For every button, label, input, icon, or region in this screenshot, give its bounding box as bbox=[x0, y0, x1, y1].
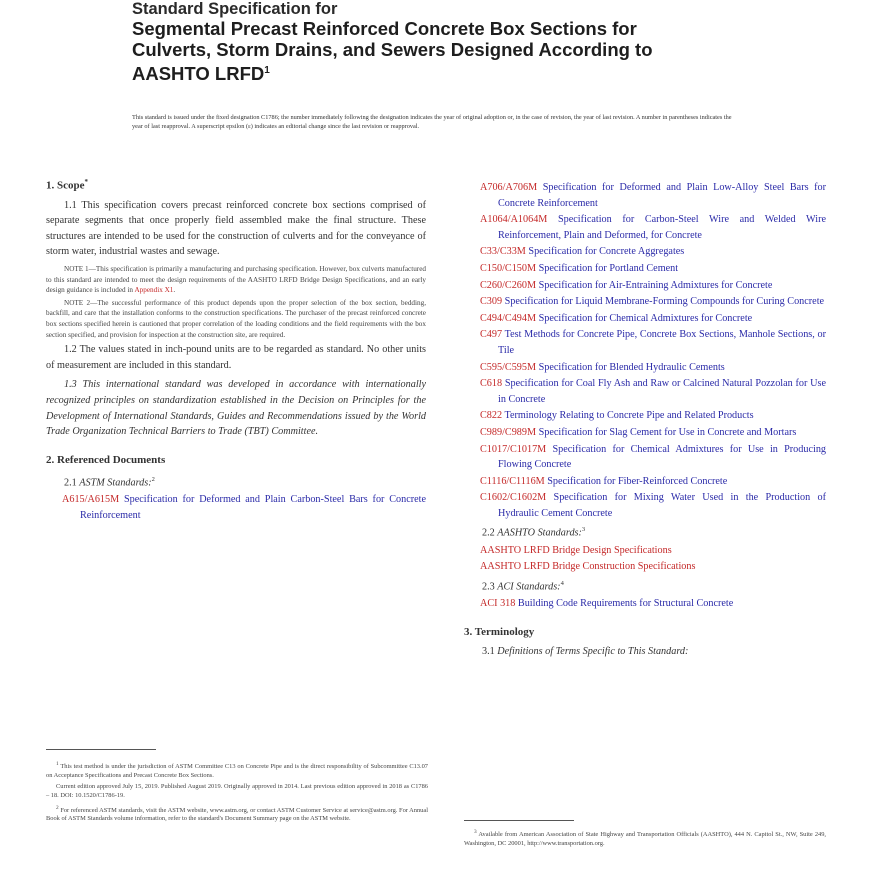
footnote-2: $^2$ For referenced ASTM standards, visit the ASTM website, www.astm.org, or contact ASTM Customer Service at service@astm.org. For Annual Book of ASTM Standards volume information, refer to the standard's Document Summary page on the ASTM website. bbox=[46, 804, 428, 823]
reference-item[interactable]: C497 Test Methods for Concrete Pipe, Concrete Box Sections, Manhole Sections, or Tile bbox=[480, 329, 826, 356]
right-column bbox=[464, 180, 826, 661]
footnote-1-edition: Current edition approved July 15, 2019. Published August 2019. Originally approved in 2014. Last previous edition approved in 2018 as C1786 – 18. DOI: 10.1520/C1786-19. bbox=[46, 783, 428, 799]
reference-item[interactable]: C1116/C1116M Specification for Fiber-Reinforced Concrete bbox=[480, 475, 728, 487]
reference-item[interactable]: C33/C33M Specification for Concrete Aggregates bbox=[480, 246, 685, 258]
main-title bbox=[132, 18, 752, 84]
note-2: NOTE 2—The successful performance of this product depends upon the proper selection of the box section, bedding, backfill, and care that the installation conforms to the construction specifications. The purchaser of the precast reinforced concrete box sections specified herein is cautioned that proper correlation of the loading conditions and the field requirements with the box section specified, and provision for inspection at the construction site, are required. bbox=[46, 298, 426, 339]
reference-item[interactable]: C1602/C1602M Specification for Mixing Water Used in the Production of Hydraulic Cement Concrete bbox=[480, 492, 827, 519]
reference-item[interactable]: C260/C260M Specification for Air-Entraining Admixtures for Concrete bbox=[480, 279, 773, 291]
footnote-rule-left bbox=[46, 749, 156, 750]
reference-item[interactable]: A1064/A1064M Specification for Carbon-Steel Wire and Welded Wire Reinforcement, Plain and Deformed, for Concrete bbox=[480, 214, 826, 241]
appendix-link[interactable]: Appendix X1 bbox=[134, 286, 174, 295]
reference-item[interactable]: C309 Specification for Liquid Membrane-Forming Compounds for Curing Concrete bbox=[480, 296, 825, 308]
title-line-1: Segmental Precast Reinforced Concrete Box Sections for bbox=[132, 18, 637, 39]
section-2-1: 2.1 ASTM Standards:$^2$ bbox=[64, 475, 155, 489]
section-2-2: 2.2 AASHTO Standards:$^3$ bbox=[482, 526, 586, 539]
footnotes-right bbox=[464, 828, 826, 848]
section-1-2: 1.2 The values stated in inch-pound units are to be regarded as standard. No other units of measurement are included in this standard. bbox=[46, 344, 426, 371]
note-1: NOTE 1—This specification is primarily a manufacturing and purchasing specification. However, box culverts manufactured to this standard are intended to meet the design requirements of the AASHTO LRFD Bridge Design Specifications, and an early design guidance is included in Appendix X1. bbox=[46, 265, 426, 295]
reference-item[interactable]: C989/C989M Specification for Slag Cement for Use in Concrete and Mortars bbox=[480, 426, 797, 438]
reference-a615[interactable]: A615/A615M Specification for Deformed and Plain Carbon-Steel Bars for Concrete Reinforcement bbox=[62, 494, 426, 521]
footnote-3: $^3$ Available from American Association of State Highway and Transportation Officials (AASHTO), 444 N. Capitol St., NW, Suite 249, Washington, DC 20001, http://www.transportation.org. bbox=[464, 829, 826, 847]
footnotes-left bbox=[46, 760, 428, 824]
referenced-documents-heading: 2. Referenced Documents bbox=[46, 453, 166, 466]
left-column bbox=[46, 178, 426, 524]
reference-item[interactable]: C494/C494M Specification for Chemical Admixtures for Concrete bbox=[480, 312, 753, 324]
aashto-reference[interactable]: AASHTO LRFD Bridge Design Specifications bbox=[480, 544, 672, 556]
title-block bbox=[132, 0, 752, 84]
section-1-1: 1.1 This specification covers precast reinforced concrete box sections comprised of separate segments that once properly field assembled make the final structure. These structures are intended to be used for the construction of culverts and for the conveyance of storm water, industrial wastes and sewage. bbox=[46, 199, 426, 258]
reference-item[interactable]: C1017/C1017M Specification for Chemical Admixtures for Use in Producing Flowing Concrete bbox=[480, 443, 827, 471]
reference-item[interactable]: C150/C150M Specification for Portland Cement bbox=[480, 262, 679, 274]
section-3-1: 3.1 Definitions of Terms Specific to This Standard: bbox=[482, 646, 689, 658]
scope-heading: 1. Scope* bbox=[46, 178, 88, 192]
title-line-3: AASHTO LRFD$^1$ bbox=[132, 63, 270, 85]
reference-item[interactable]: C595/C595M Specification for Blended Hydraulic Cements bbox=[480, 361, 725, 373]
terminology-heading: 3. Terminology bbox=[464, 626, 535, 639]
title-footnote-mark: 1 bbox=[264, 65, 270, 76]
designation-note: This standard is issued under the fixed designation C1786; the number immediately following the designation indicates the year of original adoption or, in the case of revision, the year of last revision. A number in parentheses indicates the year of last reapproval. A superscript epsilon (ε) indicates an editorial change since the last revision or reapproval. bbox=[132, 114, 732, 130]
footnote-rule-right bbox=[464, 820, 574, 821]
reference-item[interactable]: A706/A706M Specification for Deformed and Plain Low-Alloy Steel Bars for Concrete Reinforcement bbox=[480, 182, 826, 209]
standard-label: Standard Specification for bbox=[132, 0, 338, 18]
aci-reference[interactable]: ACI 318 Building Code Requirements for Structural Concrete bbox=[480, 598, 734, 610]
reference-item[interactable]: C822 Terminology Relating to Concrete Pipe and Related Products bbox=[480, 410, 754, 422]
astm-reference-list bbox=[464, 180, 826, 521]
title-line-2: Culverts, Storm Drains, and Sewers Designed According to bbox=[132, 39, 653, 60]
reference-item[interactable]: C618 Specification for Coal Fly Ash and Raw or Calcined Natural Pozzolan for Use in Concrete bbox=[480, 378, 826, 405]
section-2-3: 2.3 ACI Standards:$^4$ bbox=[482, 580, 564, 593]
section-1-3: 1.3 This international standard was developed in accordance with internationally recognized principles on standardization established in the Decision on Principles for the Development of International Standards, Guides and Recommendations issued by the World Trade Organization Technical Barriers to Trade (TBT) Committee. bbox=[46, 379, 426, 438]
footnote-1: $^1$ This test method is under the jurisdiction of ASTM Committee C13 on Concrete Pipe and is the direct responsibility of Subcommittee C13.07 on Acceptance Specifications and Precast Concrete Box Sections. bbox=[46, 761, 428, 779]
aashto-reference[interactable]: AASHTO LRFD Bridge Construction Specifications bbox=[480, 561, 696, 573]
